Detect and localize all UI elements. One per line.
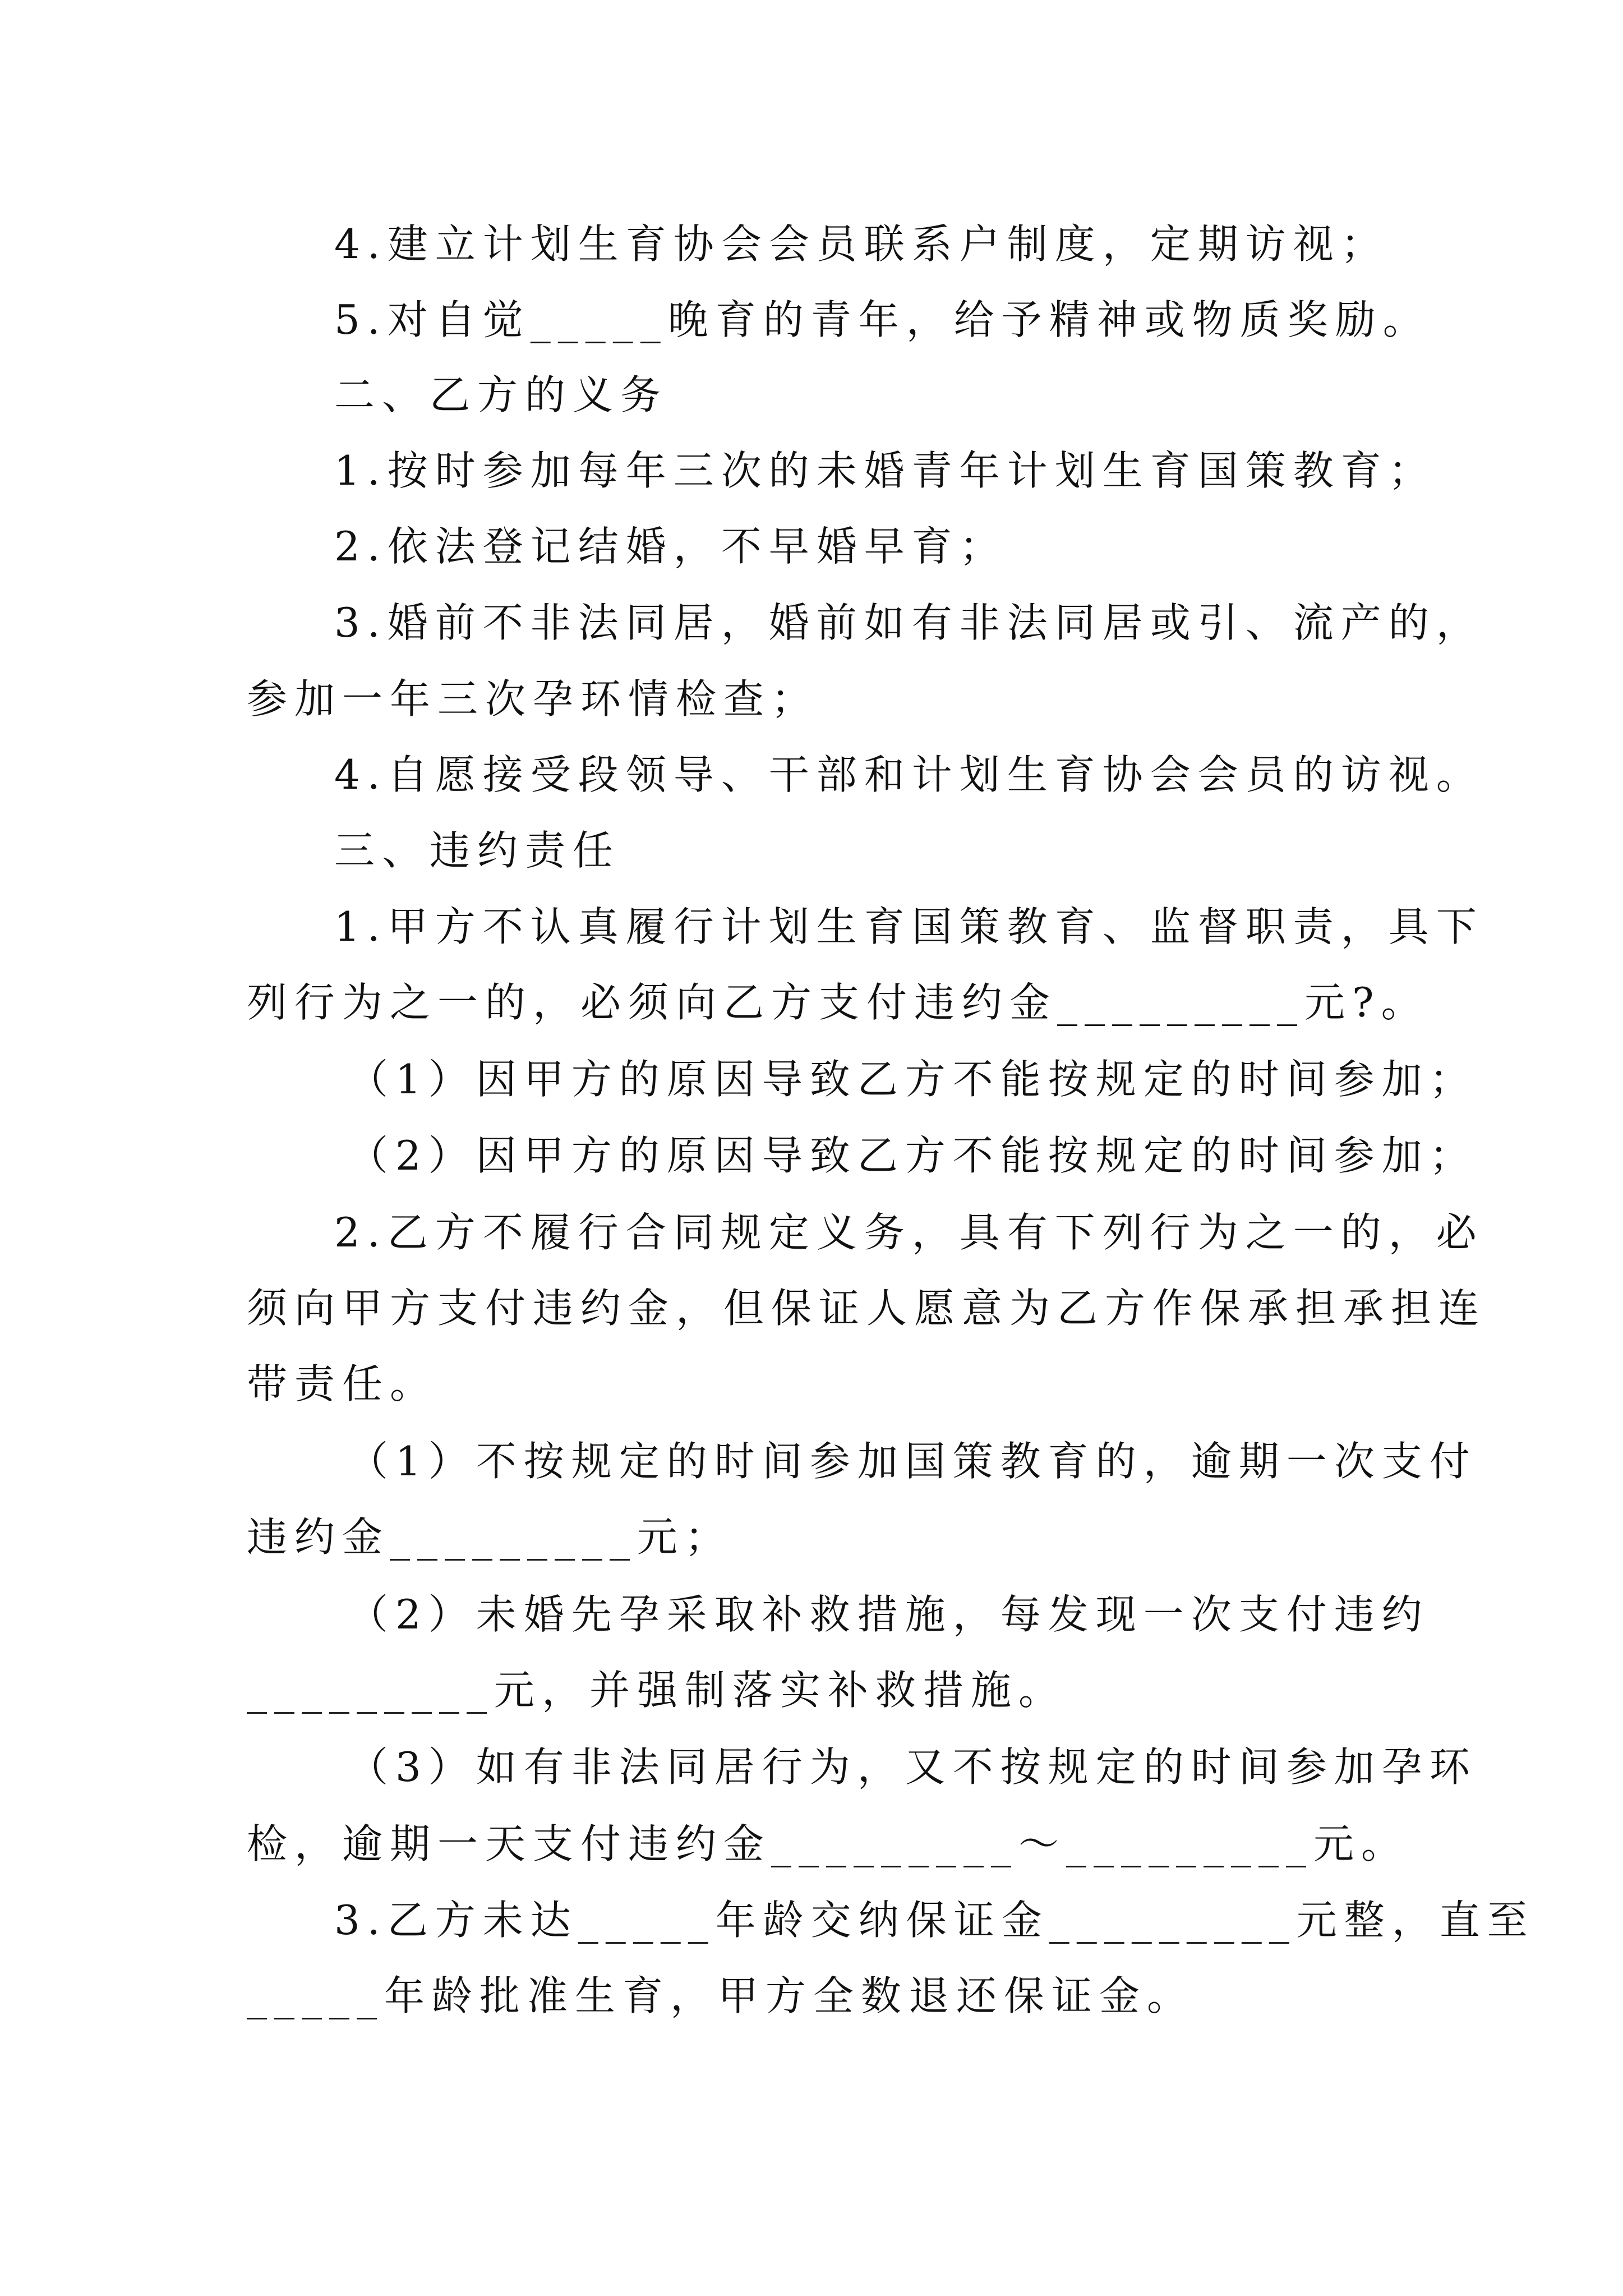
clause-d2-line1: 2.乙方不履行合同规定义务，具有下列行为之一的，必 (334, 1209, 1484, 1256)
clause-c1: 1.按时参加每年三次的未婚青年计划生育国策教育； (334, 447, 1436, 494)
clause-d2-item3-line1: （3）如有非法同居行为，又不按规定的时间参加孕环 (348, 1743, 1477, 1791)
clause-b4: 4.建立计划生育协会会员联系户制度，定期访视； (334, 220, 1389, 268)
clause-d1-line2: 列行为之一的，必须向乙方支付违约金_________元?。 (247, 979, 1429, 1026)
clause-d3-line2: _____年龄批准生育，甲方全数退还保证金。 (247, 1972, 1195, 2019)
clause-c4: 4.自愿接受段领导、干部和计划生育协会会员的访视。 (334, 751, 1484, 798)
clause-d1-line1: 1.甲方不认真履行计划生育国策教育、监督职责，具下 (334, 903, 1484, 950)
clause-c3-line1: 3.婚前不非法同居，婚前如有非法同居或引、流产的， (334, 599, 1484, 646)
clause-d3-line1: 3.乙方未达_____年龄交纳保证金_________元整，直至 (334, 1897, 1535, 1944)
clause-d2-item1-line2: 违约金_________元； (247, 1513, 733, 1561)
clause-d2-line2: 须向甲方支付违约金，但保证人愿意为乙方作保承担承担连 (247, 1285, 1487, 1332)
clause-d2-item2-line1: （2）未婚先孕采取补救措施，每发现一次支付违约 (348, 1591, 1430, 1638)
clause-d1-item2: （2）因甲方的原因导致乙方不能按规定的时间参加； (348, 1132, 1477, 1179)
section-heading-breach-liability: 三、违约责任 (334, 827, 621, 874)
clause-d2-item3-line2: 检，逾期一天支付违约金_________～_________元。 (247, 1820, 1409, 1867)
clause-d2-line3: 带责任。 (247, 1360, 438, 1407)
clause-c2: 2.依法登记结婚，不早婚早育； (334, 523, 1007, 570)
clause-d1-item1: （1）因甲方的原因导致乙方不能按规定的时间参加； (348, 1056, 1477, 1103)
section-heading-party-b-obligations: 二、乙方的义务 (334, 371, 668, 418)
clause-d2-item1-line1: （1）不按规定的时间参加国策教育的，逾期一次支付 (348, 1438, 1477, 1485)
clause-b5: 5.对自觉_____晚育的青年，给予精神或物质奖励。 (334, 296, 1431, 343)
clause-c3-line2: 参加一年三次孕环情检查； (247, 675, 819, 723)
clause-d2-item2-line2: _________元，并强制落实补救措施。 (247, 1667, 1067, 1714)
